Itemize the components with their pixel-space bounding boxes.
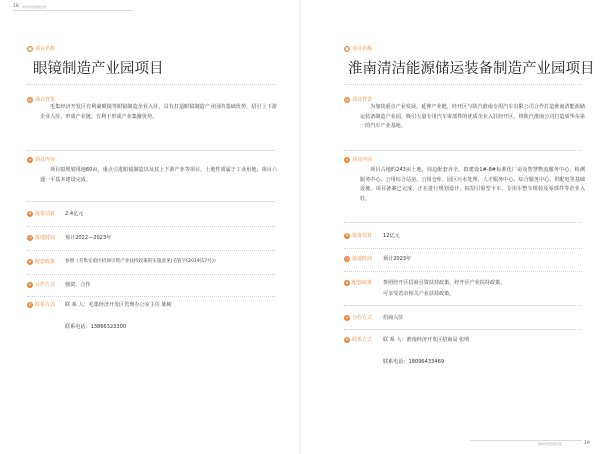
cooperation-label: 合作方式 xyxy=(35,282,56,288)
document-icon: ▤ xyxy=(28,96,32,102)
left-project-title: 眼镜制造产业园项目 xyxy=(33,61,164,77)
left-investment-value: 2.4亿元 xyxy=(65,211,84,217)
period-label: 落地时间 xyxy=(352,256,373,262)
tag-icon: ■ xyxy=(28,45,32,51)
right-project-name-tag xyxy=(344,45,372,52)
investment-label: 投资估算 xyxy=(35,211,56,217)
contact-label: 联系方式 xyxy=(352,337,373,343)
right-policy-tag xyxy=(344,279,372,286)
left-background-tag xyxy=(27,96,55,103)
right-footer-rule xyxy=(470,440,582,441)
left-contact-person: 联 系 人：毛集经济开发区管理办公室主任 陈彬 xyxy=(65,302,172,308)
right-content-text: 项目占地约243亩土地，周边配套齐全。拟建设1#-8#标准化厂房及智慧物流服务中心、检测服务中心、公用综合站房、公用仓库、园区污水处理、人才服务中心、综合服务中心、供配电等基础设施。项目备案已完成，正在进行规划设计，拟招引重型卡车、专用车整车组装及零部件等企业入驻。 xyxy=(360,167,585,202)
clock-icon: ◷ xyxy=(345,255,349,261)
divider xyxy=(27,201,275,202)
right-cooperation-value: 招商入驻 xyxy=(383,315,404,321)
left-content-text: 项目拟规划用地60亩，重点引进眼镜制造以及其上下游产业等项目，土地性质属于工业用地，项目六通一平基本建设完成。 xyxy=(40,167,277,183)
money-icon: ¥ xyxy=(345,232,349,238)
right-contact-person: 联 系 人：淮南经济开发区招商局 张明 xyxy=(383,337,470,343)
left-policy-value: 参照《毛集实验区招商引资产业扶持政策的实施意见(毛管字[2019]17号)》 xyxy=(65,259,219,264)
clock-icon: ◷ xyxy=(28,234,32,240)
left-cooperation-value: 独资、合作 xyxy=(65,282,91,288)
left-content-tag xyxy=(27,156,55,163)
divider xyxy=(344,248,582,249)
right-content-tag xyxy=(344,156,372,163)
left-cooperation-tag xyxy=(27,281,55,288)
divider xyxy=(344,329,582,330)
project-name-label: 项目名称 xyxy=(352,46,373,52)
left-page-number: 18 xyxy=(13,4,19,9)
divider xyxy=(344,305,582,306)
phone-icon: ✆ xyxy=(345,336,349,342)
right-background-tag xyxy=(344,96,372,103)
tag-icon: ■ xyxy=(345,45,349,51)
cooperation-label: 合作方式 xyxy=(352,315,373,321)
policy-label: 配套政策 xyxy=(35,259,56,265)
right-cooperation-tag xyxy=(344,314,372,321)
right-running-title: 亳州市招商项目册 xyxy=(538,442,563,446)
investment-label: 投资估算 xyxy=(352,233,373,239)
divider xyxy=(27,250,275,251)
left-investment-tag xyxy=(27,210,55,217)
handshake-icon: ✦ xyxy=(28,281,32,287)
policy-icon: ★ xyxy=(345,279,349,285)
left-period-value: 预计2022—2023年 xyxy=(65,235,112,241)
right-contact-tag xyxy=(344,336,372,343)
divider xyxy=(344,222,582,223)
divider xyxy=(27,274,275,275)
left-header-rule xyxy=(13,10,133,11)
right-background-text: 为加快重点产业发展，延伸产业链，经开区与陕汽淮南专用汽车有限公司合作打造淮南清能源储运装备制造产业园，吸引大量专用汽车零部件的优质企业入驻经开区，将陕汽淮南公司打造成华东第一的汽车产业基地。 xyxy=(360,104,585,130)
left-running-title: 亳州市招商项目册 xyxy=(22,5,47,9)
project-background-label: 项目背景 xyxy=(352,97,373,103)
divider xyxy=(344,84,582,85)
left-contact-tag xyxy=(27,301,55,308)
right-period-value: 预计2023年 xyxy=(383,256,412,262)
left-background-text: 毛集经济开发区有利豪眼镜等眼镜制造企业入驻，具有打造眼镜制造产业园的基础优势，招引上下游企业入驻，形成产业链，有利于形成产业集聚优势。 xyxy=(40,104,277,120)
divider xyxy=(344,150,582,151)
project-content-label: 项目内容 xyxy=(35,157,56,163)
right-project-title: 淮南清洁能源储运装备制造产业园项目 xyxy=(348,61,595,77)
project-name-label: 项目名称 xyxy=(35,46,56,52)
left-contact-phone: 联系电话：13866323300 xyxy=(65,324,127,330)
right-investment-value: 12亿元 xyxy=(383,233,400,239)
policy-label: 配套政策 xyxy=(352,280,373,286)
project-content-label: 项目内容 xyxy=(352,157,373,163)
right-policy-line-1: 参照经开区招商引资扶持政策、经开区产业扶持政策。 xyxy=(383,280,506,286)
right-period-tag xyxy=(344,255,372,262)
project-background-label: 项目背景 xyxy=(35,97,56,103)
right-policy-line-2: 可享受省市相关产业扶持政策。 xyxy=(383,291,455,297)
left-project-name-tag xyxy=(27,45,55,52)
divider xyxy=(344,271,582,272)
handshake-icon: ✦ xyxy=(345,314,349,320)
phone-icon: ✆ xyxy=(28,301,32,307)
right-contact-phone: 联系电话：18096433469 xyxy=(383,359,445,365)
period-label: 落地时间 xyxy=(35,235,56,241)
right-page-number: 19 xyxy=(584,441,590,446)
contact-label: 联系方式 xyxy=(35,302,56,308)
divider xyxy=(27,84,275,85)
divider xyxy=(27,226,275,227)
divider xyxy=(27,296,275,297)
list-icon: ≡ xyxy=(28,156,32,162)
document-icon: ▤ xyxy=(345,96,349,102)
policy-icon: ★ xyxy=(28,258,32,264)
money-icon: ¥ xyxy=(28,210,32,216)
divider xyxy=(27,150,275,151)
list-icon: ≡ xyxy=(345,156,349,162)
right-page xyxy=(300,0,600,454)
left-policy-tag xyxy=(27,258,55,265)
right-investment-tag xyxy=(344,232,372,239)
left-period-tag xyxy=(27,234,55,241)
